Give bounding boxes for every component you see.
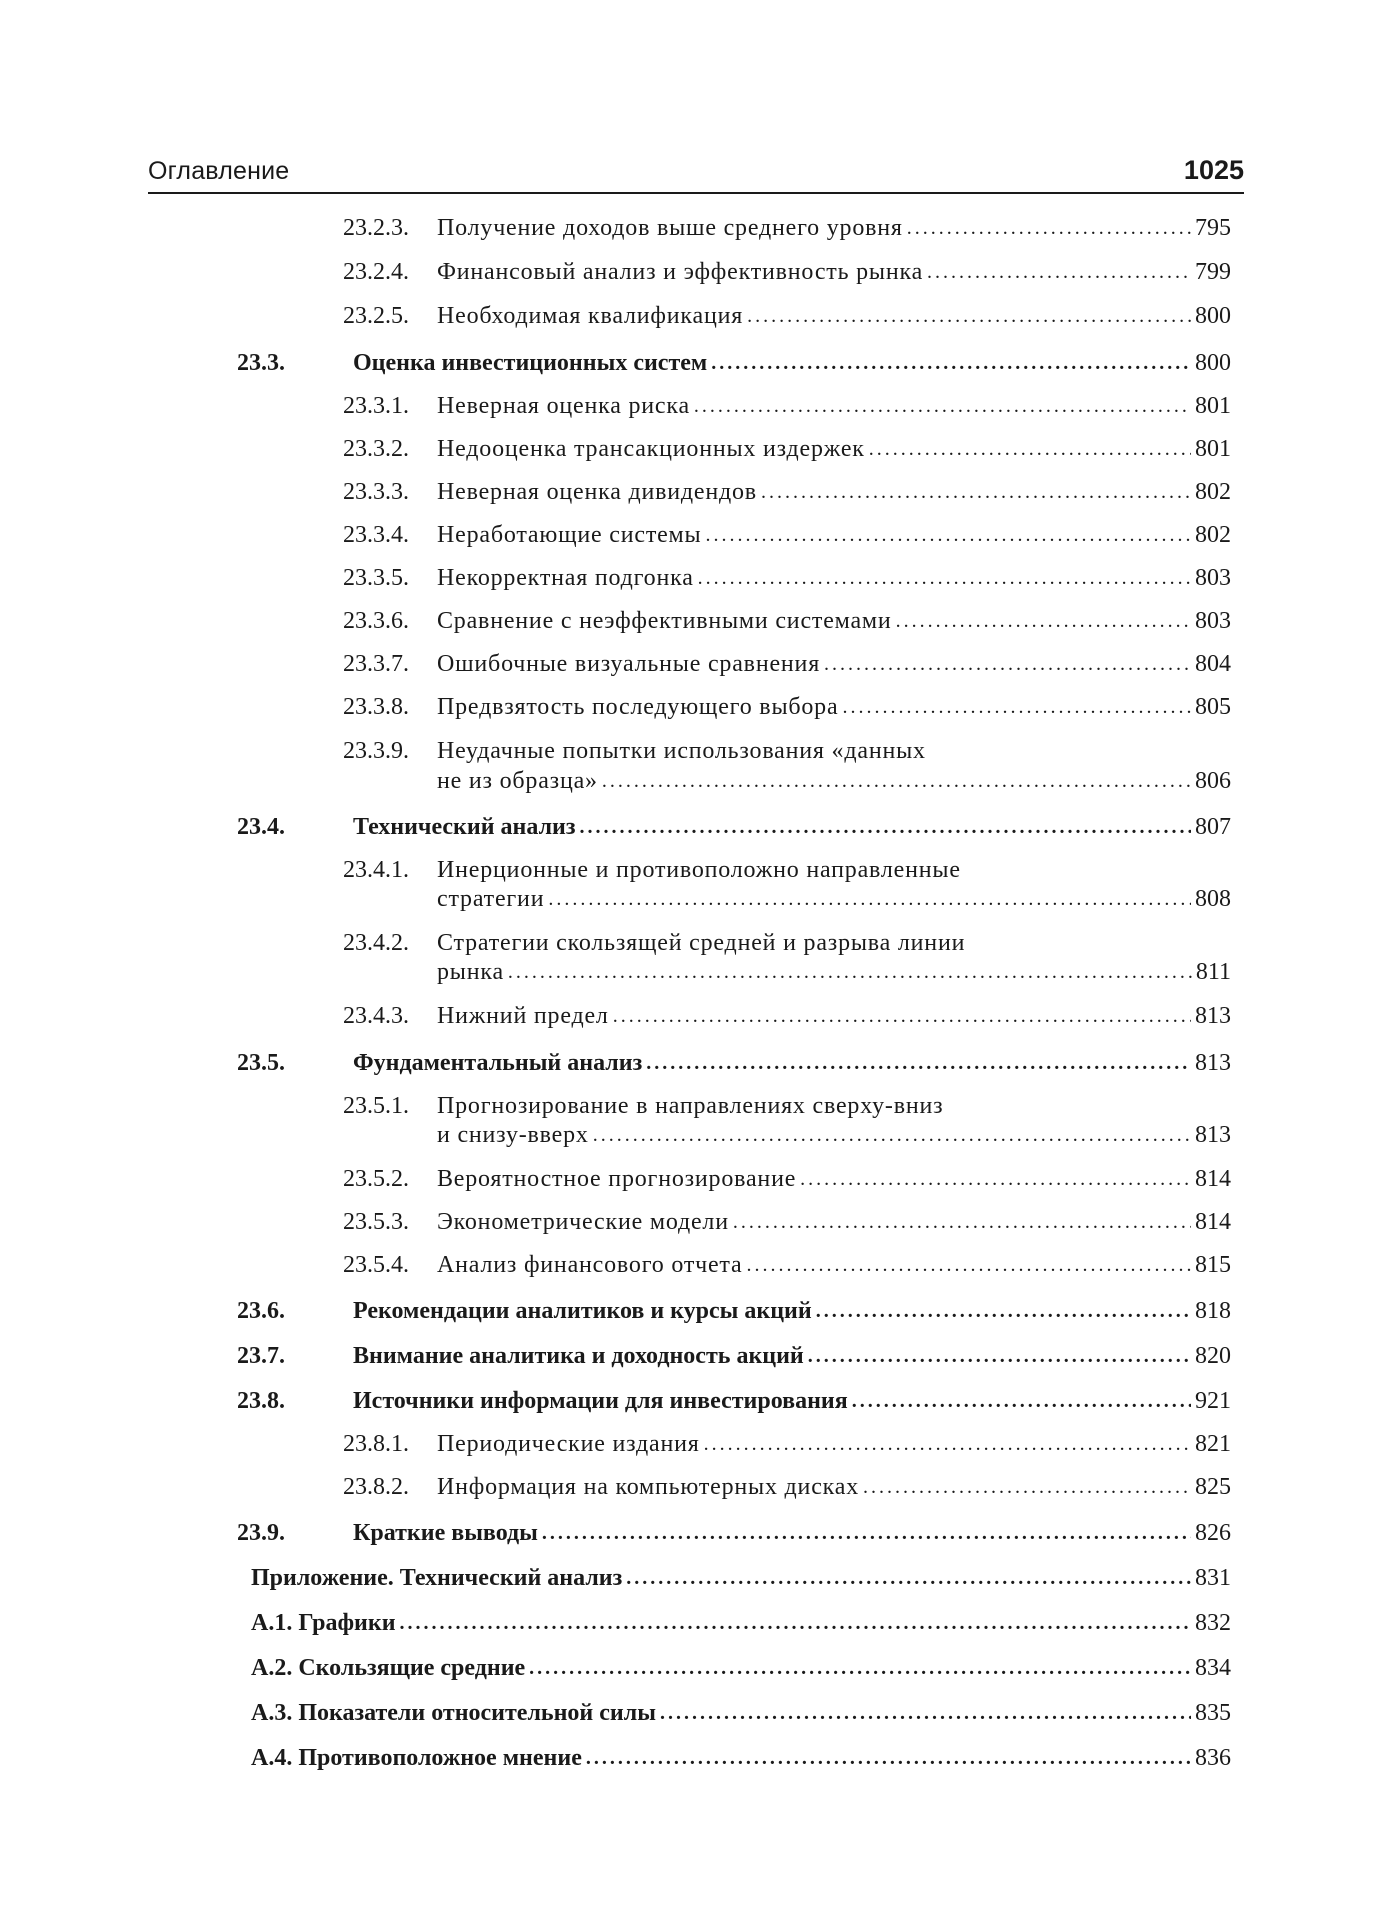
toc-entry-page: 814 — [1195, 1166, 1231, 1192]
toc-entry[interactable] — [343, 1162, 1231, 1196]
toc-entry[interactable] — [343, 561, 1231, 595]
dot-leader — [586, 1741, 1191, 1775]
toc-entry-title: Приложение. Технический анализ — [251, 1565, 623, 1591]
toc-entry-title: Периодические издания — [437, 1431, 700, 1457]
toc-entry[interactable] — [437, 764, 1231, 798]
toc-entry-number: 23.4.3. — [343, 1003, 409, 1029]
toc-entry-title: Неверная оценка риска — [437, 393, 690, 419]
toc-entry-number: 23.3.4. — [343, 522, 409, 548]
toc-appendix-entry[interactable] — [251, 1696, 1231, 1730]
toc-section-entry[interactable] — [237, 1339, 1231, 1373]
toc-entry-title: Технический анализ — [353, 814, 576, 840]
toc-entry-title: А.4. Противоположное мнение — [251, 1745, 582, 1771]
toc-entry-title: Недооценка трансакционных издержек — [437, 436, 865, 462]
dot-leader — [852, 1384, 1191, 1418]
toc-appendix-entry[interactable] — [251, 1606, 1231, 1640]
toc-entry-number: 23.9. — [237, 1520, 285, 1546]
toc-entry[interactable] — [343, 389, 1231, 423]
toc-entry-page: 831 — [1195, 1565, 1231, 1591]
toc-appendix-entry[interactable] — [251, 1561, 1231, 1595]
dot-leader — [660, 1696, 1191, 1730]
dot-leader — [824, 647, 1191, 681]
toc-entry-number: 23.3.6. — [343, 608, 409, 634]
page-number: 1025 — [1183, 155, 1244, 185]
toc-entry-number: 23.3.8. — [343, 694, 409, 720]
toc-entry-number: 23.3.1. — [343, 393, 409, 419]
toc-entry-page: 802 — [1195, 479, 1231, 505]
toc-entry-number: 23.8.2. — [343, 1474, 409, 1500]
dot-leader — [529, 1651, 1191, 1685]
toc-entry-title: Неработающие системы — [437, 522, 702, 548]
toc-entry-page: 805 — [1195, 694, 1231, 720]
toc-entry-page: 803 — [1195, 608, 1231, 634]
toc-entry[interactable] — [343, 211, 1231, 245]
toc-entry-title: Краткие выводы — [353, 1520, 538, 1546]
toc-entry-title: Вероятностное прогнозирование — [437, 1166, 797, 1192]
dot-leader — [646, 1046, 1191, 1080]
toc-entry-title: стратегии — [437, 886, 545, 912]
toc-entry-title: Ошибочные визуальные сравнения — [437, 651, 821, 677]
toc-entry-title: Предвзятость последующего выбора — [437, 694, 839, 720]
toc-entry-title: Неверная оценка дивидендов — [437, 479, 757, 505]
toc-entry[interactable] — [343, 299, 1231, 333]
dot-leader — [907, 211, 1191, 245]
dot-leader — [704, 1427, 1191, 1461]
toc-entry-number: 23.4.2. — [343, 930, 409, 956]
toc-entry-title: Сравнение с неэффективными системами — [437, 608, 892, 634]
toc-entry-number: 23.6. — [237, 1298, 285, 1324]
toc-entry-page: 800 — [1195, 350, 1231, 376]
toc-entry-page: 818 — [1195, 1298, 1231, 1324]
toc-entry-number: 23.5.4. — [343, 1252, 409, 1278]
toc-entry-number: 23.3.3. — [343, 479, 409, 505]
toc-entry-number: 23.3.5. — [343, 565, 409, 591]
toc-entry-title: Рекомендации аналитиков и курсы акций — [353, 1298, 812, 1324]
toc-entry[interactable] — [437, 1118, 1231, 1152]
toc-entry-page: 808 — [1195, 886, 1231, 912]
toc-entry-page: 832 — [1195, 1610, 1231, 1636]
dot-leader — [580, 810, 1191, 844]
toc-entry-page: 807 — [1195, 814, 1231, 840]
toc-entry-title: Внимание аналитика и доходность акций — [353, 1343, 804, 1369]
toc-entry-page: 835 — [1195, 1700, 1231, 1726]
toc-section-entry[interactable] — [237, 1516, 1231, 1550]
dot-leader — [626, 1561, 1191, 1595]
toc-entry-number: 23.8.1. — [343, 1431, 409, 1457]
toc-entry-page: 800 — [1195, 303, 1231, 329]
toc-entry-number: 23.4.1. — [343, 857, 409, 883]
toc-entry-title: Анализ финансового отчета — [437, 1252, 743, 1278]
toc-section-entry[interactable] — [237, 1046, 1231, 1080]
dot-leader — [593, 1118, 1191, 1152]
toc-entry[interactable] — [343, 518, 1231, 552]
toc-entry-title: Фундаментальный анализ — [353, 1050, 643, 1076]
toc-section-entry[interactable] — [237, 810, 1231, 844]
toc-entry-title: А.1. Графики — [251, 1610, 396, 1636]
toc-entry-number: 23.2.4. — [343, 259, 409, 285]
toc-entry-title-line1: Инерционные и противоположно направленные — [437, 857, 961, 883]
toc-entry-title: А.3. Показатели относительной силы — [251, 1700, 656, 1726]
dot-leader — [747, 299, 1191, 333]
toc-entry-number: 23.3. — [237, 350, 285, 376]
toc-entry-number: 23.2.3. — [343, 215, 409, 241]
dot-leader — [927, 255, 1191, 289]
toc-entry-page: 814 — [1195, 1209, 1231, 1235]
toc-entry-number: 23.5.2. — [343, 1166, 409, 1192]
dot-leader — [816, 1294, 1191, 1328]
toc-entry[interactable] — [343, 647, 1231, 681]
toc-entry-page: 802 — [1195, 522, 1231, 548]
toc-entry-title: и снизу-вверх — [437, 1122, 589, 1148]
toc-entry[interactable] — [343, 1427, 1231, 1461]
toc-entry-title: рынка — [437, 959, 504, 985]
dot-leader — [508, 955, 1192, 989]
toc-entry-page: 806 — [1195, 768, 1231, 794]
toc-entry-number: 23.5.1. — [343, 1093, 409, 1119]
toc-entry-number: 23.8. — [237, 1388, 285, 1414]
dot-leader — [694, 389, 1191, 423]
toc-entry-number: 23.3.2. — [343, 436, 409, 462]
toc-entry[interactable] — [437, 955, 1231, 989]
toc-entry-number: 23.3.7. — [343, 651, 409, 677]
toc-entry[interactable] — [343, 475, 1231, 509]
toc-entry[interactable] — [343, 604, 1231, 638]
toc-entry-number: 23.2.5. — [343, 303, 409, 329]
toc-entry-page: 825 — [1195, 1474, 1231, 1500]
dot-leader — [711, 346, 1191, 380]
dot-leader — [542, 1516, 1191, 1550]
toc-entry-page: 820 — [1195, 1343, 1231, 1369]
toc-entry-page: 921 — [1195, 1388, 1231, 1414]
toc-entry-page: 804 — [1195, 651, 1231, 677]
toc-entry-page: 815 — [1195, 1252, 1231, 1278]
toc-entry-number: 23.3.9. — [343, 738, 409, 764]
toc-entry-page: 801 — [1195, 436, 1231, 462]
toc-entry-title: Эконометрические модели — [437, 1209, 729, 1235]
toc-entry[interactable] — [343, 690, 1231, 724]
toc-entry-page: 813 — [1195, 1122, 1231, 1148]
toc-entry-page: 799 — [1195, 259, 1231, 285]
toc-entry-title: Необходимая квалификация — [437, 303, 744, 329]
toc-section-entry[interactable] — [237, 1294, 1231, 1328]
toc-entry-title: Получение доходов выше среднего уровня — [437, 215, 903, 241]
toc-entry[interactable] — [343, 432, 1231, 466]
toc-entry[interactable] — [343, 1205, 1231, 1239]
dot-leader — [808, 1339, 1191, 1373]
dot-leader — [400, 1606, 1191, 1640]
dot-leader — [761, 475, 1191, 509]
toc-entry-page: 813 — [1195, 1050, 1231, 1076]
toc-entry-page: 826 — [1195, 1520, 1231, 1546]
toc-entry-page: 836 — [1195, 1745, 1231, 1771]
toc-entry-page: 811 — [1195, 959, 1231, 985]
toc-entry-page: 795 — [1195, 215, 1231, 241]
toc-entry-first-line — [343, 734, 926, 768]
toc-entry-title: Финансовый анализ и эффективность рынка — [437, 259, 924, 285]
toc-entry[interactable] — [343, 999, 1231, 1033]
toc-entry[interactable] — [343, 1248, 1231, 1282]
toc-entry-page: 803 — [1195, 565, 1231, 591]
toc-entry-title: Некорректная подгонка — [437, 565, 694, 591]
dot-leader — [705, 518, 1191, 552]
dot-leader — [863, 1470, 1191, 1504]
toc-entry-page: 801 — [1195, 393, 1231, 419]
toc-entry-number: 23.5. — [237, 1050, 285, 1076]
toc-entry-title: Информация на компьютерных дисках — [437, 1474, 860, 1500]
toc-entry-page: 821 — [1195, 1431, 1231, 1457]
toc-entry-page: 813 — [1195, 1003, 1231, 1029]
dot-leader — [869, 432, 1191, 466]
toc-entry-number: 23.4. — [237, 814, 285, 840]
dot-leader — [602, 764, 1191, 798]
toc-entry-title: Оценка инвестиционных систем — [353, 350, 708, 376]
toc-section-entry[interactable] — [237, 1384, 1231, 1418]
toc-entry-title: Нижний предел — [437, 1003, 609, 1029]
page-header — [148, 152, 1244, 194]
toc-appendix-entry[interactable] — [251, 1651, 1231, 1685]
toc-entry-page: 834 — [1195, 1655, 1231, 1681]
dot-leader — [613, 999, 1191, 1033]
dot-leader — [842, 690, 1191, 724]
dot-leader — [698, 561, 1191, 595]
dot-leader — [733, 1205, 1191, 1239]
toc-entry-title: не из образца» — [437, 768, 598, 794]
toc-entry-title: А.2. Скользящие средние — [251, 1655, 526, 1681]
dot-leader — [746, 1248, 1191, 1282]
toc-entry-title-line1: Прогнозирование в направлениях сверху-вниз — [437, 1093, 944, 1119]
toc-section-entry[interactable] — [237, 346, 1231, 380]
dot-leader — [548, 882, 1191, 916]
dot-leader — [896, 604, 1191, 638]
toc-entry[interactable] — [343, 1470, 1231, 1504]
toc-appendix-entry[interactable] — [251, 1741, 1231, 1775]
toc-entry-title-line1: Стратегии скользящей средней и разрыва линии — [437, 930, 966, 956]
toc-entry-title: Источники информации для инвестирования — [353, 1388, 848, 1414]
dot-leader — [800, 1162, 1191, 1196]
toc-entry-number: 23.7. — [237, 1343, 285, 1369]
toc-entry-number: 23.5.3. — [343, 1209, 409, 1235]
running-title: Оглавление — [148, 157, 290, 185]
toc-entry[interactable] — [437, 882, 1231, 916]
toc-entry-title-line1: Неудачные попытки использования «данных — [437, 738, 926, 764]
toc-entry[interactable] — [343, 255, 1231, 289]
